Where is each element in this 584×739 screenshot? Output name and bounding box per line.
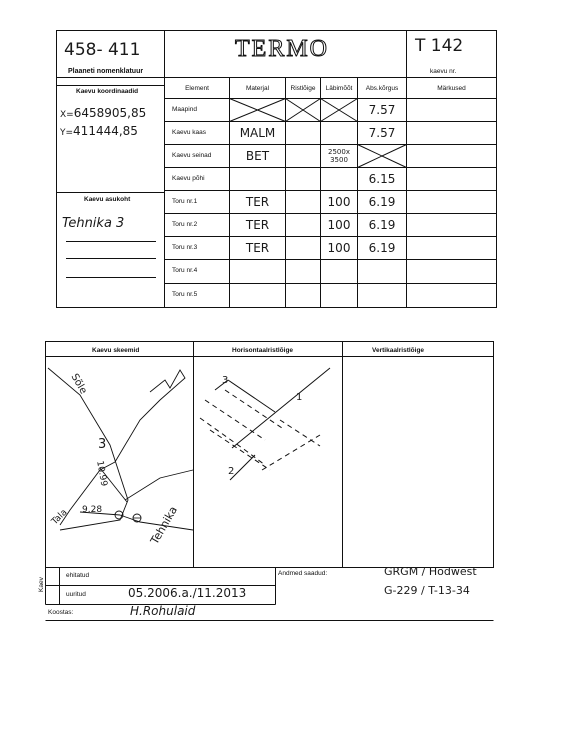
row-element: Toru nr.3 [172,244,198,251]
well-number-label: kaevu nr. [430,68,457,75]
compiled-label: Koostas: [48,609,74,616]
row-material: TER [245,218,270,232]
row-abs: 7.57 [368,103,396,117]
left-road-label: Tala [50,507,70,528]
street-label-bottom: Tehnika [148,504,181,547]
pipe-label-3: 3 [222,375,229,386]
sketch-col2-label: Horisontaalristlõige [232,347,294,354]
row-material: MALM [239,126,276,140]
row-abs: 7.57 [368,126,396,140]
row-abs: 6.19 [368,241,396,255]
plan-number: 458- 411 [64,40,141,60]
data-source-line1: GRGM / Hodwest [384,565,477,578]
row-diameter: 100 [327,241,351,255]
plan-number-label: Plaaneti nomenklatuur [68,68,144,75]
row-element: Toru nr.5 [172,291,198,298]
col-header-notes: Märkused [437,84,466,92]
footer-row1-label: ehitatud [66,572,90,579]
sketch-col1-label: Kaevu skeemid [92,347,140,354]
footer-side-label: Kaev [38,577,45,592]
coord-x [60,106,146,120]
row-material: TER [245,241,270,255]
row-element: Kaevu kaas [172,129,206,136]
location-label: Kaevu asukoht [84,196,131,203]
footer-row2-label: uuritud [66,591,86,598]
col-header-cross: Ristlõige [290,84,316,92]
row-element: Kaevu seinad [172,152,212,159]
sketch-col3-label: Vertikaalristlõige [372,347,425,354]
location-value: Tehnika 3 [62,216,125,231]
row-material: BET [245,149,270,163]
well-number: T 142 [415,36,464,56]
row-element: Kaevu põhi [172,175,205,182]
row-diameter: 2500x 3500 [328,148,350,164]
row-element: Maapind [172,106,197,113]
compiled-by: H.Rohulaid [130,604,196,618]
coord-y-prefix: Y= [60,128,74,138]
row-element: Toru nr.4 [172,267,198,274]
coord-x-value: 6458905,85 [73,106,147,120]
row-element: Toru nr.1 [172,198,198,205]
data-source-line2: G-229 / T-13-34 [384,584,470,597]
pipe-label-2: 2 [228,466,235,477]
col-header-abs: Abs.kõrgus [365,84,399,92]
row-element: Toru nr.2 [172,221,198,228]
row-diameter: 100 [327,195,351,209]
marker-label: 3 [98,437,107,452]
col-header-material: Materjal [245,84,270,92]
dim-vertical: 10.99 [94,460,109,488]
brand-title: TERMO [235,36,329,62]
survey-dates: 05.2006.a./11.2013 [128,586,247,600]
data-source-label: Andmed saadud: [278,570,328,577]
street-label-top: Sõle [68,372,89,397]
coord-y-value: 411444,85 [73,124,138,138]
dim-horizontal: 9.28 [82,505,103,515]
coord-x-prefix: X= [60,110,74,120]
pipe-label-1: 1 [296,392,303,403]
row-material: TER [245,195,270,209]
col-header-element: Element [185,84,209,92]
row-abs: 6.19 [368,218,396,232]
coord-y [60,124,138,138]
col-header-diameter: Läbimõõt [325,84,353,92]
coords-label: Kaevu koordinaadid [76,88,139,95]
row-diameter: 100 [327,218,351,232]
row-abs: 6.19 [368,195,396,209]
row-abs: 6.15 [368,172,396,186]
